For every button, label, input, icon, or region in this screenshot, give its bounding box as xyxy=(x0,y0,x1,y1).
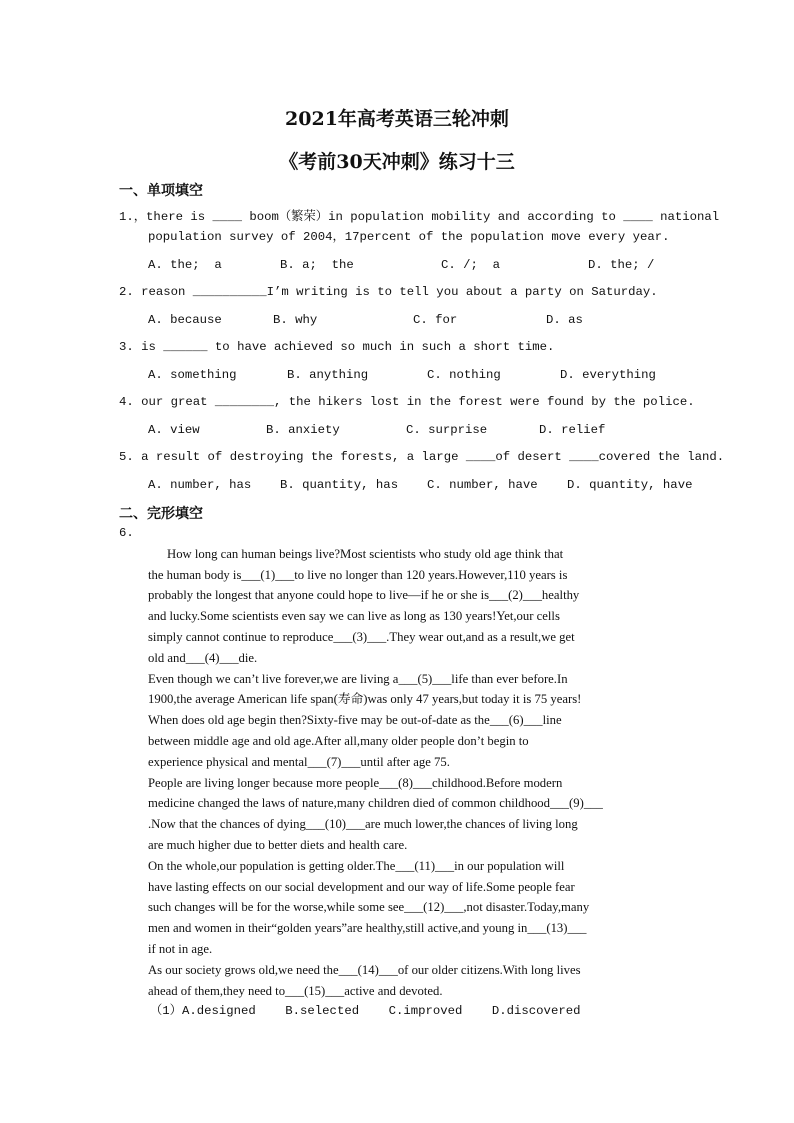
passage-line: As our society grows old,we need the___(14)___of our older citizens.With long lives xyxy=(148,963,581,977)
page-subtitle: 《考前30天冲刺》练习十三 xyxy=(279,151,515,173)
passage-line: People are living longer because more people___(8)___childhood.Before modern xyxy=(148,776,563,790)
option-a: A. number, has xyxy=(148,478,252,492)
option-a: A. view xyxy=(148,423,200,437)
passage-line: On the whole,our population is getting older.The___(11)___in our population will xyxy=(148,859,565,873)
section-heading-single-choice: 一、单项填空 xyxy=(119,183,203,199)
passage-line: such changes will be for the worse,while some see___(12)___,not disaster.Today,many xyxy=(148,900,590,914)
passage-line: between middle age and old age.After all,many older people don’t begin to xyxy=(148,734,529,748)
option-b: B. quantity, has xyxy=(280,478,399,492)
question-1-line-2: population survey of 2004，17percent of the population move every year. xyxy=(148,230,670,244)
passage-line: medicine changed the laws of nature,many children died of common childhood___(9)___ xyxy=(148,796,603,810)
option-b: B. why xyxy=(273,313,318,327)
option-d: D. as xyxy=(546,313,583,327)
passage-line: When does old age begin then?Sixty-five may be out-of-date as the___(6)___line xyxy=(148,713,562,727)
option-c: C. surprise xyxy=(406,423,488,437)
passage-line: 1900,the average American life span(寿命)was only 47 years,but today it is 75 years! xyxy=(148,692,582,706)
passage-line: simply cannot continue to reproduce___(3)___.They wear out,and as a result,we get xyxy=(148,630,575,644)
option-a: A. something xyxy=(148,368,237,382)
option-d: D. quantity, have xyxy=(567,478,693,492)
option-d: D. the; / xyxy=(588,258,655,272)
option-c: C. /; a xyxy=(441,258,501,272)
question-6-number: 6. xyxy=(119,526,134,540)
section-heading-cloze: 二、完形填空 xyxy=(119,506,203,522)
option-a: A. because xyxy=(148,313,222,327)
passage-line: experience physical and mental___(7)___until after age 75. xyxy=(148,755,450,769)
question-5-line-1: 5. a result of destroying the forests, a large ____of desert ____covered the land. xyxy=(119,450,725,464)
passage-line: if not in age. xyxy=(148,942,213,956)
option-d: D. relief xyxy=(539,423,606,437)
passage-line: old and___(4)___die. xyxy=(148,651,258,665)
passage-line: ahead of them,they need to___(15)___active and devoted. xyxy=(148,984,443,998)
question-6-1-options: （1）A.designed B.selected C.improved D.discovered xyxy=(150,1004,581,1018)
option-c: C. number, have xyxy=(427,478,538,492)
passage-line: are much higher due to better diets and health care. xyxy=(148,838,408,852)
passage-line: probably the longest that anyone could hope to live—if he or she is___(2)___healthy xyxy=(148,588,580,602)
passage-line: men and women in their“golden years”are healthy,still active,and young in___(13)___ xyxy=(148,921,587,935)
option-b: B. a; the xyxy=(280,258,354,272)
option-b: B. anything xyxy=(287,368,369,382)
passage-line: the human body is___(1)___to live no longer than 120 years.However,110 years is xyxy=(148,568,568,582)
option-a: A. the; a xyxy=(148,258,222,272)
question-3-line-1: 3. is ______ to have achieved so much in such a short time. xyxy=(119,340,555,354)
passage-line: How long can human beings live?Most scientists who study old age think that xyxy=(148,547,564,561)
passage-line: have lasting effects on our social development and our way of life.Some people fear xyxy=(148,880,575,894)
question-1-line-1: 1.，there is ____ boom（繁荣）in population mobility and according to ____ national xyxy=(119,210,720,224)
question-4-line-1: 4. our great ________, the hikers lost in the forest were found by the police. xyxy=(119,395,695,409)
passage-line: and lucky.Some scientists even say we can live as long as 130 years!Yet,our cells xyxy=(148,609,560,623)
option-d: D. everything xyxy=(560,368,656,382)
option-b: B. anxiety xyxy=(266,423,340,437)
passage-line: Even though we can’t live forever,we are living a___(5)___life than ever before.In xyxy=(148,672,568,686)
passage-line: .Now that the chances of dying___(10)___are much lower,the chances of living long xyxy=(148,817,578,831)
option-c: C. nothing xyxy=(427,368,501,382)
option-c: C. for xyxy=(413,313,458,327)
question-2-line-1: 2. reason __________I’m writing is to tell you about a party on Saturday. xyxy=(119,285,658,299)
page-title: 2021年高考英语三轮冲刺 xyxy=(285,108,509,130)
